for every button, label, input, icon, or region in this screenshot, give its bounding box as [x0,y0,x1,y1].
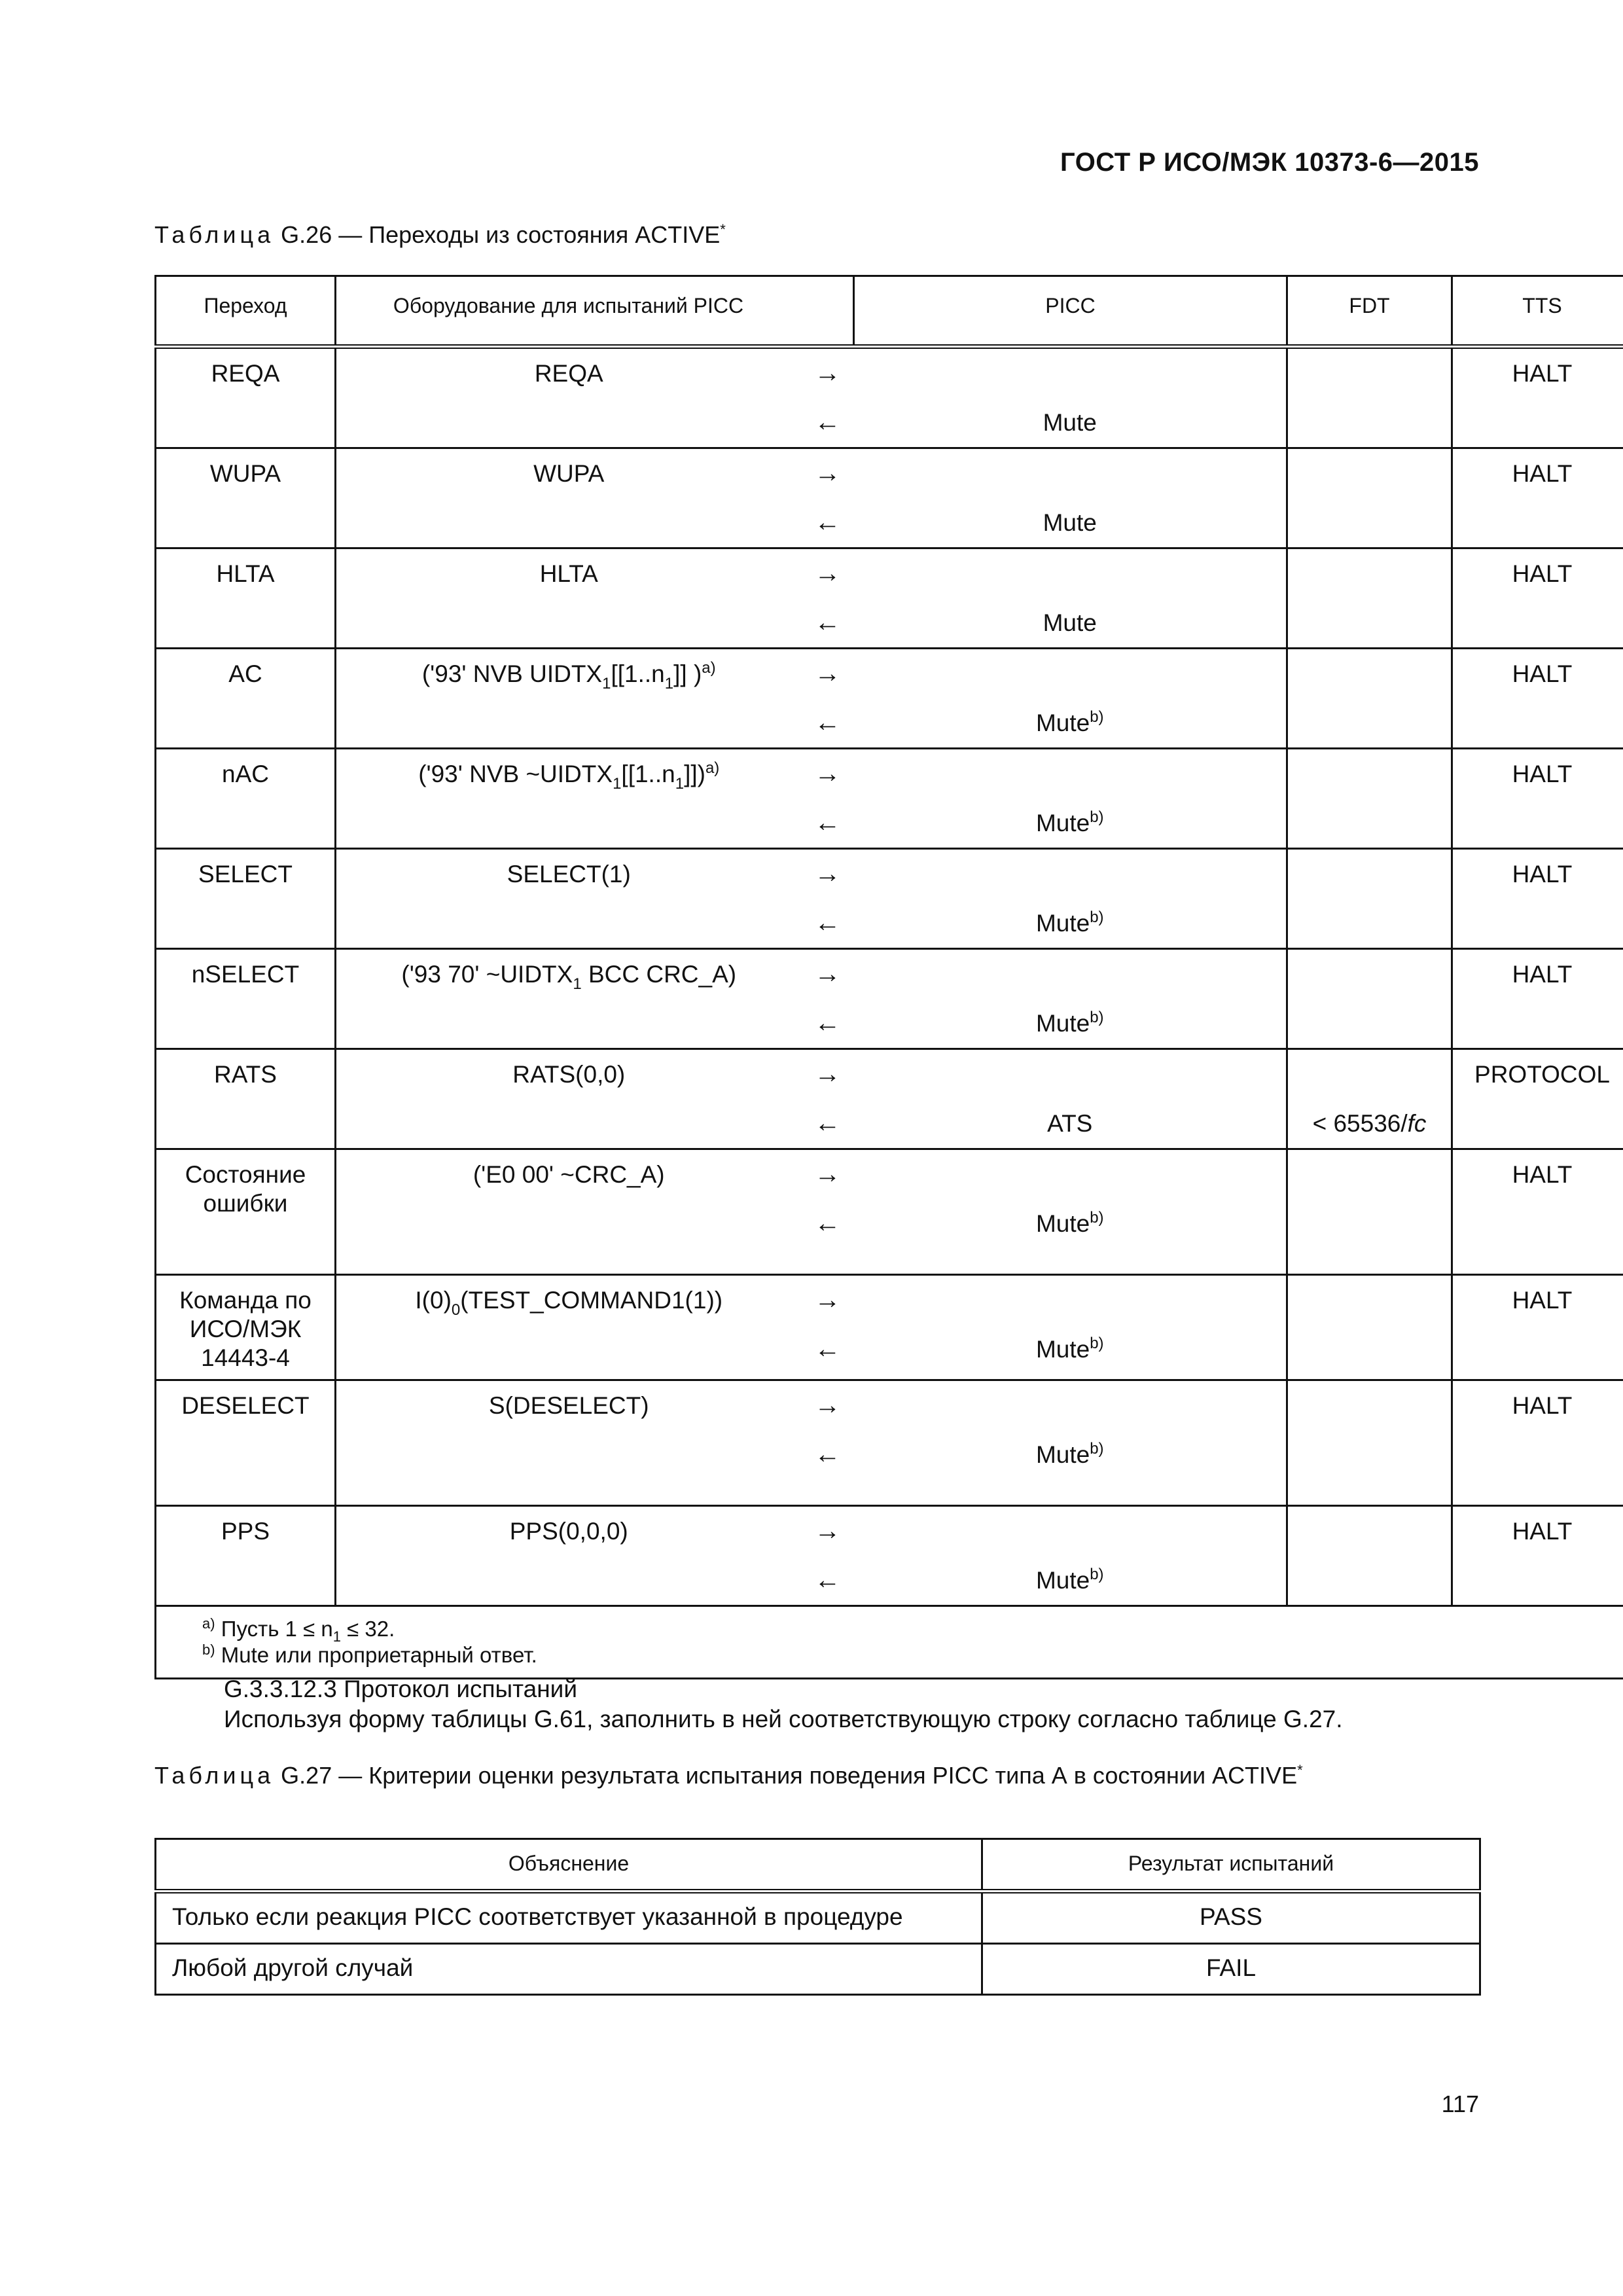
picc-footnote-mark: b) [1090,1009,1104,1026]
table1-notes-row [156,1605,1623,1678]
pcd-subscript: 1 [613,775,622,793]
pcd-empty-cell [336,1325,802,1380]
pcd-subscript: 1 [675,775,685,793]
col-header-transition: Переход [156,276,336,347]
picc-response: Mute [1043,509,1097,536]
fdt-cell [1287,1325,1452,1380]
fdt-cell [1287,1099,1452,1149]
arrow-left-icon: ← [814,1440,841,1469]
table-row [156,548,1623,599]
picc-empty-cell [854,1274,1287,1325]
transition-label: nSELECT [191,961,300,988]
fdt-value: < 65536/ [1312,1110,1408,1137]
section-heading: G.3.3.12.3 Протокол испытаний [224,1676,578,1702]
arrow-left-icon: ← [814,1565,841,1594]
fdt-empty-cell [1287,1149,1452,1200]
picc-response: Mute [1043,409,1097,436]
arrow-left-icon: ← [814,708,841,737]
pcd-command: PPS(0,0,0) [509,1517,628,1545]
pcd-cell [336,749,802,799]
picc-empty-cell [854,1049,1287,1100]
picc-footnote-mark: b) [1090,1440,1104,1458]
table-row [156,1556,1623,1606]
table2-caption-text: G.27 — Критерии оценки результата испытания поведения PICC типа А в состоянии ACTIVE [281,1762,1298,1789]
picc-empty-cell [854,849,1287,899]
transition-label: nAC [222,761,269,787]
picc-response: Mute [1043,609,1097,636]
tts-cell [1452,849,1623,949]
transition-cell [156,649,336,749]
pcd-cell [336,849,802,899]
fdt-empty-cell [1287,749,1452,799]
pcd-subscript: 1 [602,675,611,692]
table-row [156,1380,1623,1431]
picc-empty-cell [854,548,1287,599]
table1-body [156,347,1623,1606]
tts-cell [1452,1380,1623,1506]
tts-value: HALT [1512,360,1573,387]
picc-cell [854,1099,1287,1149]
picc-cell [854,1430,1287,1505]
pcd-cell [336,1380,802,1431]
tts-value: HALT [1512,1392,1573,1419]
picc-footnote-mark: b) [1090,1565,1104,1583]
fdt-cell [1287,798,1452,849]
footnote-b-text: Mute или проприетарный ответ. [215,1642,537,1667]
arrow-left-icon: ← [814,808,841,837]
arrow-right-icon: → [802,649,854,699]
arrow-left-icon: ← [814,908,841,937]
tts-cell [1452,347,1623,448]
pcd-empty-cell [336,1199,802,1274]
picc-cell [854,398,1287,448]
picc-response: Mute [1035,1210,1090,1237]
fdt-cell [1287,698,1452,749]
picc-empty-cell [854,1505,1287,1556]
pcd-cell [336,448,802,499]
arrow-right-icon: → [802,347,854,399]
arrow-left-icon: ← [814,408,841,437]
transition-label: PPS [221,1517,270,1545]
picc-response: ATS [1047,1110,1093,1137]
picc-empty-cell [854,649,1287,699]
picc-response: Mute [1035,1335,1090,1363]
transition-label: HLTA [216,560,275,587]
pcd-command: ('93 70' ~UIDTX [401,961,573,988]
pcd-command-part: ]]) [684,761,705,787]
pcd-empty-cell [336,398,802,448]
arrow-left-icon: ← [814,1109,841,1138]
pcd-command: ('93' NVB UIDTX [421,660,603,687]
fdt-cell [1287,498,1452,548]
table-row [156,1199,1623,1274]
table-row [156,1049,1623,1100]
transition-label: AC [228,660,262,687]
table-row [156,1099,1623,1149]
picc-response: Mute [1035,1566,1090,1594]
pcd-footnote-mark: a) [705,759,720,777]
pcd-empty-cell [336,498,802,548]
pcd-empty-cell [336,999,802,1049]
pcd-command: RATS(0,0) [512,1061,626,1088]
arrow-left-icon: ← [814,608,841,637]
pcd-command: ('E0 00' ~CRC_A) [473,1161,665,1188]
table-row [156,999,1623,1049]
arrow-right-icon: → [802,849,854,899]
footnote-a-sub: 1 [332,1628,341,1645]
picc-response: Mute [1035,910,1090,937]
pcd-command: I(0) [415,1286,452,1314]
tts-value: HALT [1512,1286,1573,1314]
table1-notes [156,1605,1623,1678]
picc-empty-cell [854,448,1287,499]
arrow-left-icon: ← [814,1009,841,1037]
transition-label: WUPA [209,460,281,487]
table-row [156,1325,1623,1380]
fdt-empty-cell [1287,849,1452,899]
picc-empty-cell [854,1380,1287,1431]
arrow-left-icon: ← [814,1209,841,1238]
pcd-subscript: 1 [573,975,582,993]
pcd-command-part: [[1..n [621,761,675,787]
transition-label: SELECT [198,861,293,888]
table2-header-row [156,1839,1480,1892]
picc-cell [854,1556,1287,1606]
transition-cell [156,849,336,949]
fdt-cell [1287,1556,1452,1606]
pcd-command: ('93' NVB ~UIDTX [418,761,613,787]
fdt-cell [1287,1430,1452,1505]
fdt-empty-cell [1287,649,1452,699]
pcd-command: HLTA [539,560,598,587]
transition-label: DESELECT [181,1392,310,1419]
col-header-pcd: Оборудование для испытаний PICC [336,276,854,347]
transitions-table [154,275,1623,1679]
fdt-cell [1287,999,1452,1049]
transition-cell [156,1149,336,1275]
transition-cell [156,1049,336,1149]
arrow-right-icon: → [802,1049,854,1100]
tts-cell [1452,749,1623,849]
arrow-right-icon: → [802,448,854,499]
picc-cell [854,1199,1287,1274]
tts-value: PROTOCOL [1474,1061,1610,1088]
picc-footnote-mark: b) [1090,908,1104,926]
table-row [156,698,1623,749]
tts-cell [1452,1049,1623,1149]
table-row [156,899,1623,949]
picc-response: Mute [1035,1010,1090,1037]
col-header-tts: TTS [1522,294,1562,317]
pcd-empty-cell [336,1099,802,1149]
arrow-right-icon: → [802,1505,854,1556]
picc-empty-cell [854,1149,1287,1200]
pcd-cell [336,949,802,999]
fdt-empty-cell [1287,949,1452,999]
fdt-empty-cell [1287,1049,1452,1100]
tts-value: HALT [1512,1161,1573,1188]
pcd-cell [336,548,802,599]
pcd-empty-cell [336,1430,802,1505]
picc-cell [854,698,1287,749]
arrow-right-icon: → [802,1149,854,1200]
picc-empty-cell [854,949,1287,999]
col-header-explanation: Объяснение [156,1839,982,1892]
pcd-command: REQA [534,360,603,387]
table-row [156,1892,1480,1944]
table-row [156,347,1623,399]
fdt-empty-cell [1287,347,1452,399]
table-row [156,949,1623,999]
pcd-command: WUPA [533,460,605,487]
picc-cell [854,798,1287,849]
table-row [156,849,1623,899]
fdt-empty-cell [1287,548,1452,599]
tts-value: HALT [1512,560,1573,587]
fdt-empty-cell [1287,448,1452,499]
pcd-cell [336,649,802,699]
pcd-subscript: 0 [451,1300,461,1319]
table-row [156,448,1623,499]
picc-footnote-mark: b) [1090,1334,1104,1352]
fdt-empty-cell [1287,1274,1452,1325]
transition-label: Команда по ИСО/МЭК 14443-4 [179,1286,312,1371]
picc-cell [854,498,1287,548]
page-number: 117 [1441,2090,1479,2117]
transition-label: Состояние ошибки [185,1161,306,1217]
table1-caption [154,221,726,249]
fdt-empty-cell [1287,1505,1452,1556]
table-row [156,598,1623,649]
pcd-command: SELECT(1) [507,861,631,888]
document-header: ГОСТ Р ИСО/МЭК 10373-6—2015 [1060,148,1479,177]
picc-cell [854,899,1287,949]
arrow-left-icon: ← [814,1334,841,1363]
col-header-picc: PICC [854,276,1287,347]
tts-cell [1452,949,1623,1049]
explanation-cell: Только если реакция PICC соответствует указанной в процедуре [156,1892,982,1944]
transition-cell [156,949,336,1049]
tts-cell [1452,649,1623,749]
transition-label: RATS [214,1061,277,1088]
footnote-a-text-end: ≤ 32. [340,1616,395,1641]
pcd-footnote-mark: a) [702,659,716,677]
pcd-command: S(DESELECT) [488,1392,649,1419]
footnote-a [202,1615,1623,1645]
picc-response: Mute [1035,810,1090,836]
picc-response: Mute [1035,1441,1090,1468]
tts-value: HALT [1512,660,1573,687]
tts-cell [1452,548,1623,649]
table2-caption [154,1762,1303,1789]
table-row [156,1505,1623,1556]
transition-cell [156,1505,336,1605]
picc-footnote-mark: b) [1090,1209,1104,1227]
transition-cell [156,1274,336,1380]
arrow-right-icon: → [802,949,854,999]
result-cell: PASS [982,1892,1480,1944]
pcd-cell [336,1049,802,1100]
table-row [156,1274,1623,1325]
tts-cell [1452,1274,1623,1380]
table1-header-row [156,276,1623,347]
fdt-unit: fc [1407,1110,1427,1137]
picc-response: Mute [1035,709,1090,736]
col-header-fdt: FDT [1287,276,1452,347]
picc-cell [854,1325,1287,1380]
pcd-cell [336,1149,802,1200]
pcd-empty-cell [336,798,802,849]
picc-empty-cell [854,347,1287,399]
pcd-command-part: [[1..n [611,660,665,687]
tts-cell [1452,448,1623,548]
criteria-table [154,1838,1481,1996]
footnote-mark-a: a) [202,1615,215,1632]
table-row [156,398,1623,448]
pcd-empty-cell [336,698,802,749]
table2-caption-prefix: Таблица [154,1762,275,1789]
tts-cell [1452,1149,1623,1275]
footnote-a-text: Пусть 1 ≤ n [215,1616,333,1641]
picc-cell [854,999,1287,1049]
table-row [156,798,1623,849]
footnote-b [202,1642,1623,1668]
arrow-right-icon: → [802,749,854,799]
transition-cell [156,448,336,548]
table-row [156,649,1623,699]
picc-cell [854,598,1287,649]
pcd-cell [336,1274,802,1325]
arrow-left-icon: ← [814,508,841,537]
pcd-empty-cell [336,899,802,949]
arrow-right-icon: → [802,1274,854,1325]
table-row [156,1430,1623,1505]
pcd-empty-cell [336,598,802,649]
pcd-empty-cell [336,1556,802,1606]
table-row [156,498,1623,548]
section-body: Используя форму таблицы G.61, заполнить в ней соответствующую строку согласно таблице G.27. [224,1706,1343,1732]
table1-caption-mark: * [720,221,726,238]
footnote-mark-b: b) [202,1641,215,1658]
arrow-right-icon: → [802,1380,854,1431]
table-row [156,1944,1480,1995]
fdt-empty-cell [1287,1380,1452,1431]
pcd-command-part: BCC CRC_A) [581,961,737,988]
picc-footnote-mark: b) [1090,708,1104,726]
tts-cell [1452,1505,1623,1605]
transition-cell [156,548,336,649]
explanation-cell: Любой другой случай [156,1944,982,1995]
pcd-subscript: 1 [664,675,674,692]
pcd-cell [336,1505,802,1556]
fdt-cell [1287,1199,1452,1274]
tts-value: HALT [1512,1517,1573,1545]
fdt-cell [1287,598,1452,649]
table1-caption-prefix: Таблица [154,221,275,248]
pcd-cell [336,347,802,399]
picc-footnote-mark: b) [1090,808,1104,826]
tts-value: HALT [1512,460,1573,487]
transition-cell [156,1380,336,1506]
tts-value: HALT [1512,961,1573,988]
table-row [156,749,1623,799]
tts-value: HALT [1512,761,1573,787]
transition-cell [156,749,336,849]
table2-caption-mark: * [1297,1762,1303,1778]
picc-empty-cell [854,749,1287,799]
arrow-right-icon: → [802,548,854,599]
fdt-cell [1287,899,1452,949]
table1-caption-text: G.26 — Переходы из состояния ACTIVE [281,221,721,248]
result-cell: FAIL [982,1944,1480,1995]
table-row [156,1149,1623,1200]
pcd-command-part: (TEST_COMMAND1(1)) [460,1286,723,1314]
fdt-cell [1287,398,1452,448]
col-header-result: Результат испытаний [982,1839,1480,1892]
transition-cell [156,347,336,448]
pcd-command-part: ]] ) [673,660,702,687]
tts-value: HALT [1512,861,1573,888]
transition-label: REQA [211,360,280,387]
